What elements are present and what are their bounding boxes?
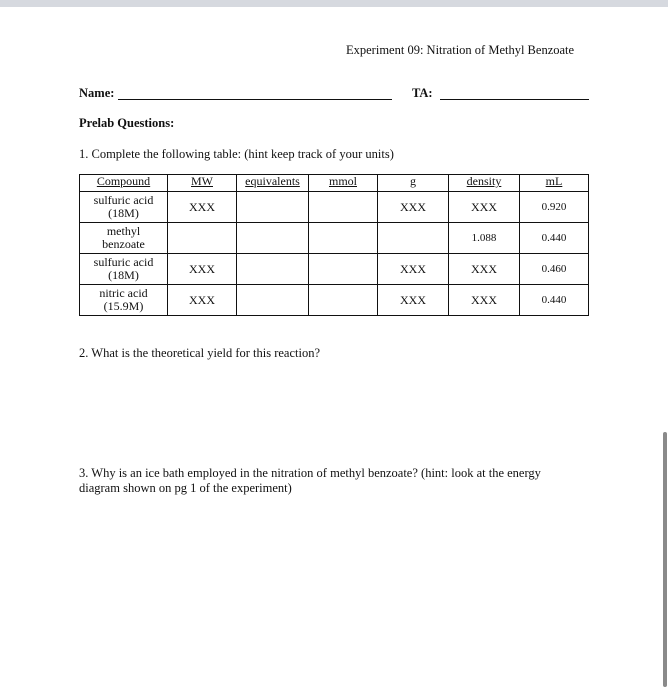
density-cell: 1.088	[449, 223, 520, 254]
question-2: 2. What is the theoretical yield for this reaction?	[79, 346, 321, 360]
mmol-cell	[309, 223, 378, 254]
prelab-heading: Prelab Questions:	[79, 116, 175, 130]
density-cell: XXX	[449, 192, 520, 223]
g-cell: XXX	[378, 285, 449, 316]
compound-cell: sulfuric acid (18M)	[80, 254, 168, 285]
compound-cell: methyl benzoate	[80, 223, 168, 254]
document-title: Experiment 09: Nitration of Methyl Benzoate	[346, 43, 575, 57]
compound-cell: nitric acid (15.9M)	[80, 285, 168, 316]
header-g: g	[378, 175, 449, 192]
density-cell: XXX	[449, 254, 520, 285]
density-cell: XXX	[449, 285, 520, 316]
g-cell: XXX	[378, 254, 449, 285]
name-blank-line	[118, 99, 392, 100]
mw-cell	[168, 223, 237, 254]
mmol-cell	[309, 254, 378, 285]
mmol-cell	[309, 192, 378, 223]
header-mw: MW	[168, 175, 237, 192]
ml-cell: 0.920	[520, 192, 589, 223]
scrollbar[interactable]	[661, 7, 668, 700]
table-row	[80, 223, 589, 254]
g-cell	[378, 223, 449, 254]
ml-cell: 0.460	[520, 254, 589, 285]
header-mmol: mmol	[309, 175, 378, 192]
table-row	[80, 254, 589, 285]
question-1: 1. Complete the following table: (hint keep track of your units)	[79, 147, 394, 161]
header-ml: mL	[520, 175, 589, 192]
ta-label: TA:	[412, 86, 433, 100]
question-3: 3. Why is an ice bath employed in the nitration of methyl benzoate? (hint: look at the energy diagram shown on pg 1 of the experiment)	[79, 466, 541, 495]
equivalents-cell	[237, 223, 309, 254]
name-label: Name:	[79, 86, 115, 100]
g-cell: XXX	[378, 192, 449, 223]
compound-cell: sulfuric acid (18M)	[80, 192, 168, 223]
table-row	[80, 285, 589, 316]
mw-cell: XXX	[168, 285, 237, 316]
equivalents-cell	[237, 285, 309, 316]
mw-cell: XXX	[168, 192, 237, 223]
ml-cell: 0.440	[520, 285, 589, 316]
table-header-row	[80, 175, 589, 192]
header-compound: Compound	[80, 175, 168, 192]
ta-blank-line	[440, 99, 589, 100]
equivalents-cell	[237, 192, 309, 223]
scrollbar-thumb[interactable]	[663, 432, 667, 687]
reagent-table	[79, 174, 589, 316]
ml-cell: 0.440	[520, 223, 589, 254]
header-equivalents: equivalents	[237, 175, 309, 192]
mmol-cell	[309, 285, 378, 316]
header-density: density	[449, 175, 520, 192]
mw-cell: XXX	[168, 254, 237, 285]
table-row	[80, 192, 589, 223]
equivalents-cell	[237, 254, 309, 285]
